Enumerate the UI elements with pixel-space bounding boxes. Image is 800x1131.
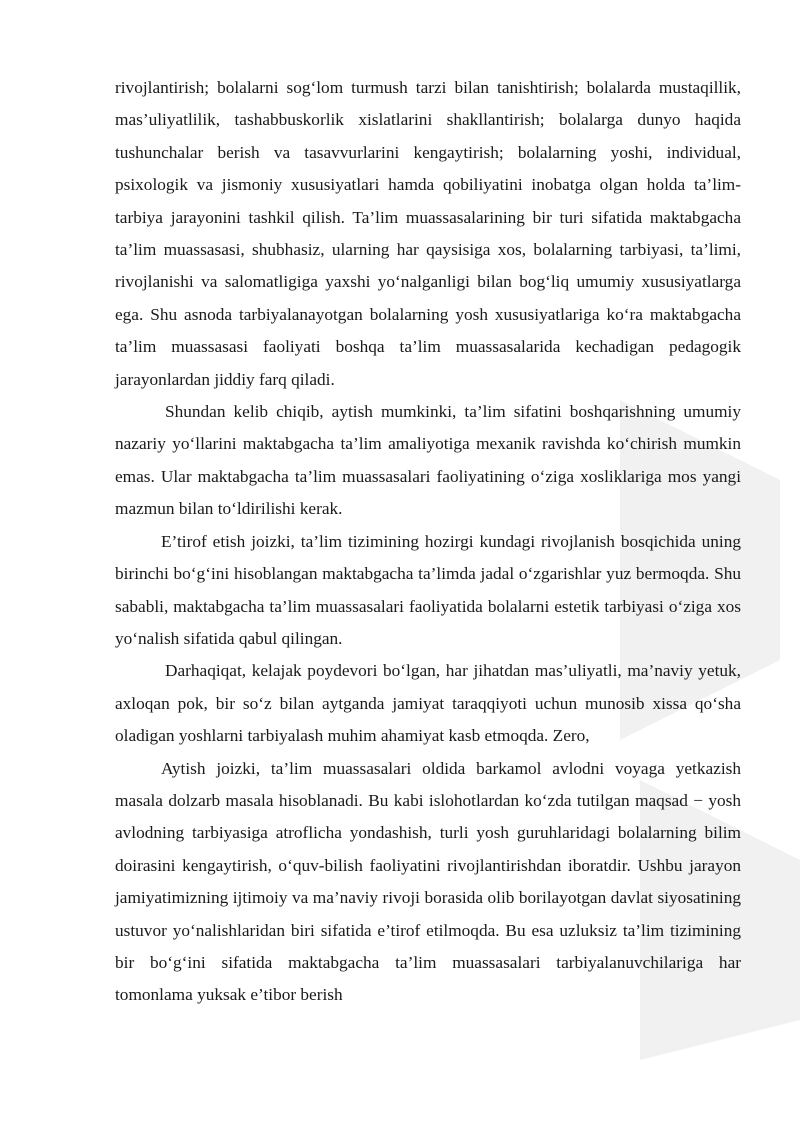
paragraph: Darhaqiqat, kelajak poydevori bo‘lgan, har jihatdan mas’uliyatli, ma’naviy yetuk, axloqan pok, bir so‘z bilan aytganda jamiyat taraqqiyoti uchun munosib xissa qo‘sha oladigan yoshlarni tarbiyalash muhim ahamiyat kasb etmoqda. Zero, [115,661,741,746]
document-body [115,72,741,1012]
paragraph: Aytish joizki, ta’lim muassasalari oldida barkamol avlodni voyaga yetkazish masala dolzarb masala hisoblanadi. Bu kabi islohotlardan ko‘zda tutilgan maqsad − yosh avlodning tarbiyasiga atroflicha yondashish, turli yosh guruhlaridagi bolalarning bilim doirasini kengaytirish, o‘quv-bilish faoliyatini rivojlantirishdan iboratdir. Ushbu jarayon jamiyatimizning ijtimoiy va ma’naviy rivoji borasida olib borilayotgan davlat siyosatining ustuvor yo‘nalishlaridan biri sifatida e’tirof etilmoqda. Bu esa uzluksiz ta’lim tizimining bir bo‘g‘ini sifatida maktabgacha ta’lim muassasalari tarbiyalanuvchilariga har tomonlama yuksak e’tibor berish [115,758,741,1005]
paragraph-continuation: rivojlantirish; bolalarni sog‘lom turmush tarzi bilan tanishtirish; bolalarda mustaqillik, mas’uliyatlilik, tashabbuskorlik xislatlarini shakllantirish; bolalarga dunyo haqida tushunchalar berish va tasavvurlarini kengaytirish; bolalarning yoshi, individual, psixologik va jismoniy xususiyatlari hamda qobiliyatini inobatga olgan holda ta’lim-tarbiya jarayonini tashkil qilish. Ta’lim muassasalarining bir turi sifatida maktabgacha ta’lim muassasasi, shubhasiz, ularning har qaysisiga xos, bolalarning tarbiyasi, ta’limi, rivojlanishi va salomatligiga yaxshi yo‘nalganligi bilan bog‘liq umumiy xususiyatlarga ega. Shu asnoda tarbiyalanayotgan bolalarning yosh xususiyatlariga ko‘ra maktabgacha ta’lim muassasasi faoliyati boshqa ta’lim muassasalarida kechadigan pedagogik jarayonlardan jiddiy farq qiladi. [115,78,741,389]
paragraph: E’tirof etish joizki, ta’lim tizimining hozirgi kundagi rivojlanish bosqichida uning birinchi bo‘g‘ini hisoblangan maktabgacha ta’limda jadal o‘zgarishlar yuz bermoqda. Shu sababli, maktabgacha ta’lim muassasalari faoliyatida bolalarni estetik tarbiyasi o‘ziga xos yo‘nalish sifatida qabul qilingan. [115,531,741,648]
paragraph: Shundan kelib chiqib, aytish mumkinki, ta’lim sifatini boshqarishning umumiy nazariy yo‘llarini maktabgacha ta’lim amaliyotiga mexanik ravishda ko‘chirish mumkin emas. Ular maktabgacha ta’lim muassasalari faoliyatining o‘ziga xosliklariga mos yangi mazmun bilan to‘ldirilishi kerak. [115,402,741,519]
